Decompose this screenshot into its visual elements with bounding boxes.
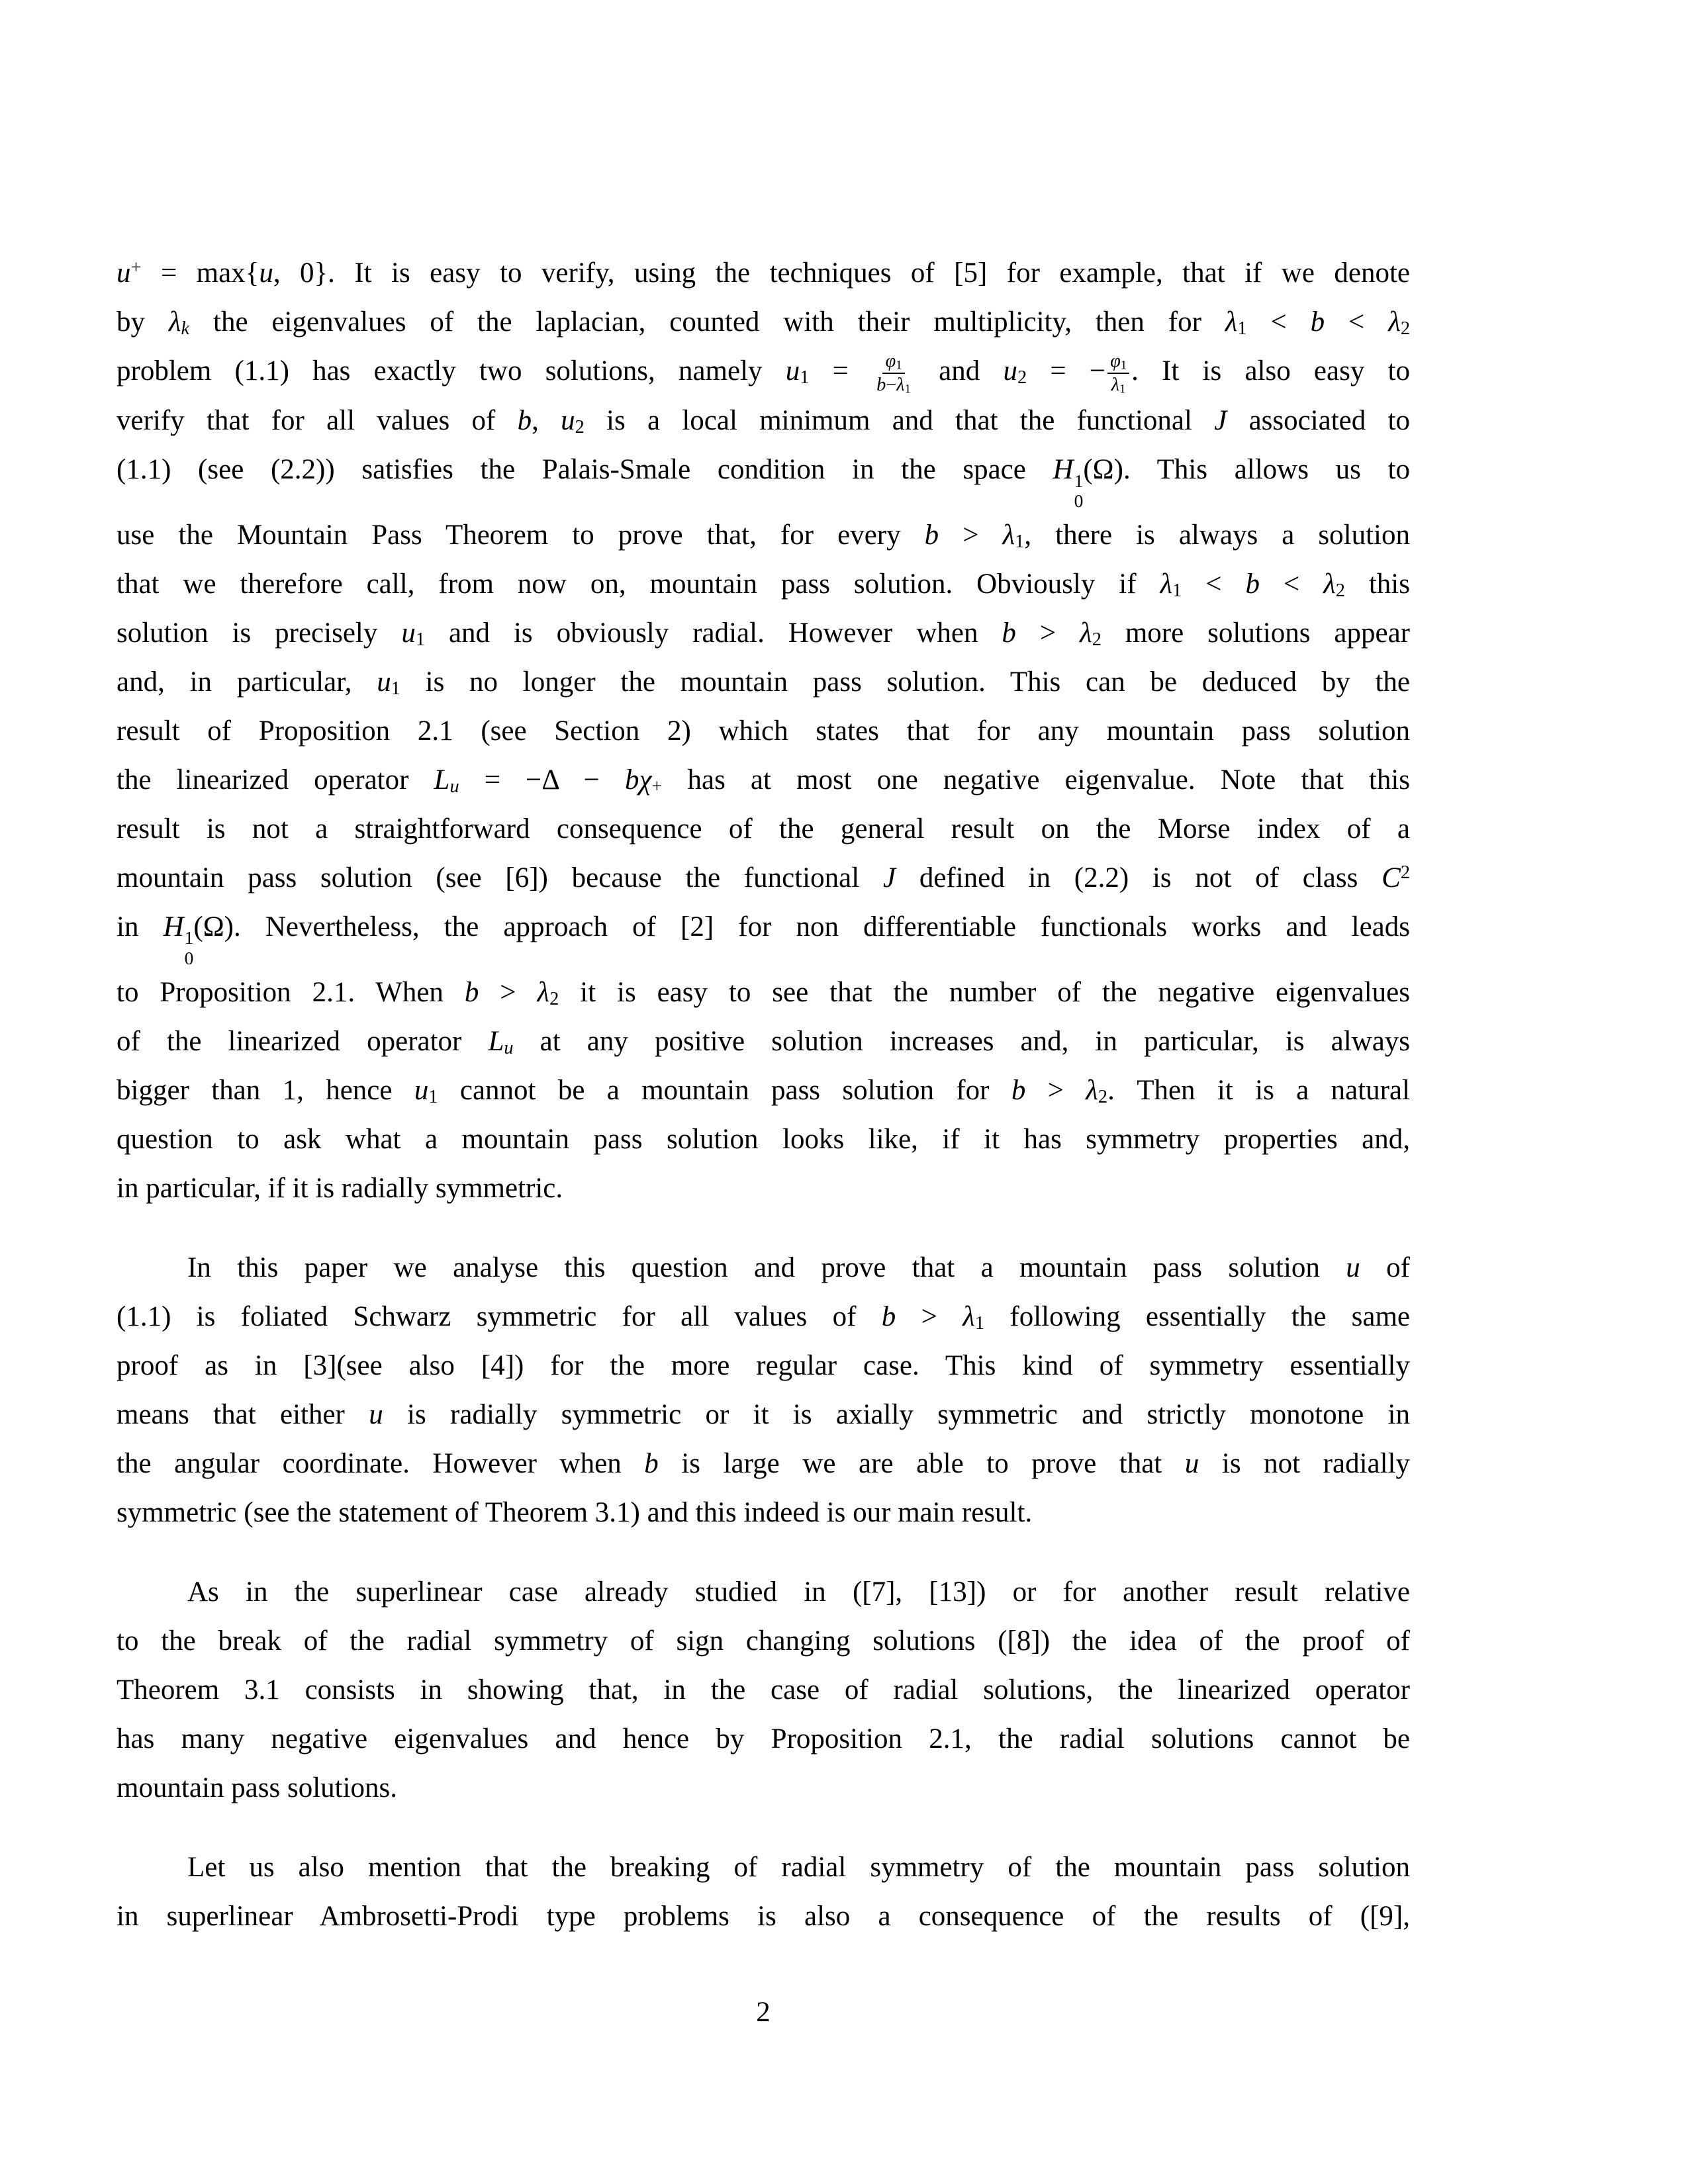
text-line: that we therefore call, from now on, mountain pass solution. Obviously if $\lambda_1 < b < \lambda_2$ this xyxy=(117,569,1410,602)
text-line: result is not a straightforward consequence of the general result on the Morse index of a xyxy=(117,813,1410,845)
text-line: mountain pass solution (see [6]) because the functional J defined in (2.2) is not of class $C^2$ xyxy=(117,862,1410,894)
text-line: in H 1 0 (Ω). Nevertheless, the approach of [2] for non differentiable functionals works and leads xyxy=(117,911,1410,968)
text-line: by $\lambda_k$ the eigenvalues of the laplacian, counted with their multiplicity, then for $\lambda_1 < b < \lambda_2$ xyxy=(117,306,1411,340)
text-line: in particular, if it is radially symmetric. xyxy=(117,1172,563,1204)
text-line: to Proposition 2.1. When $b > \lambda_2$ it is easy to see that the number of the negative eigenvalues xyxy=(117,976,1410,1010)
paragraph xyxy=(117,249,1410,1213)
text-line: In this paper we analyse this question and prove that a mountain pass solution u of xyxy=(187,1251,1410,1283)
text-line: bigger than 1, hence $u_1$ cannot be a mountain pass solution for $b > \lambda_2$. Then it is a natural xyxy=(117,1074,1411,1108)
text-column xyxy=(117,249,1410,1941)
text-line: and, in particular, $u_1$ is no longer the mountain pass solution. This can be deduced by the xyxy=(117,666,1410,700)
text-line: As in the superlinear case already studied in ([7], [13]) or for another result relative xyxy=(187,1576,1410,1608)
text-line: has many negative eigenvalues and hence by Proposition 2.1, the radial solutions cannot be xyxy=(117,1723,1410,1754)
paragraph xyxy=(117,1843,1410,1941)
text-line: the angular coordinate. However when b is large we are able to prove that u is not radially xyxy=(117,1447,1410,1479)
text-line: symmetric (see the statement of Theorem 3.1) and this indeed is our main result. xyxy=(117,1496,1033,1528)
paragraph xyxy=(117,1568,1410,1813)
text-line: question to ask what a mountain pass solution looks like, if it has symmetry properties and, xyxy=(117,1123,1410,1155)
page-number: 2 xyxy=(756,1997,771,2028)
text-line: proof as in [3](see also [4]) for the more regular case. This kind of symmetry essentially xyxy=(117,1349,1410,1381)
text-line: result of Proposition 2.1 (see Section 2) which states that for any mountain pass solution xyxy=(117,715,1410,747)
text-line: problem (1.1) has exactly two solutions, namely $u_1$ = $\frac{\varphi_1}{b-\lambda_1}$ and $u_2$ = − $\frac{\varphi_1}{\lambda_1}$ . It is also easy to xyxy=(117,351,1410,396)
text-line: of the linearized operator $L_u$ at any positive solution increases and, in particular, is always xyxy=(117,1025,1411,1059)
text-line: (1.1) is foliated Schwarz symmetric for all values of $b > \lambda_1$ following essentially the same xyxy=(117,1300,1410,1334)
paragraph xyxy=(117,1244,1410,1537)
text-line: Theorem 3.1 consists in showing that, in the case of radial solutions, the linearized operator xyxy=(117,1674,1410,1706)
text-line: Let us also mention that the breaking of radial symmetry of the mountain pass solution xyxy=(187,1851,1410,1883)
text-line: (1.1) (see (2.2)) satisfies the Palais-Smale condition in the space H 1 0 (Ω). This allows us to xyxy=(117,454,1410,511)
text-line: mountain pass solutions. xyxy=(117,1772,398,1803)
text-line: the linearized operator $L_u = -\Delta - b\chi_+$ has at most one negative eigenvalue. Note that this xyxy=(117,764,1410,797)
text-line: in superlinear Ambrosetti-Prodi type problems is also a consequence of the results of ([9], xyxy=(117,1900,1410,1932)
text-line: to the break of the radial symmetry of sign changing solutions ([8]) the idea of the proof of xyxy=(117,1625,1410,1657)
text-line: use the Mountain Pass Theorem to prove that, for every $b > \lambda_1$, there is always a solution xyxy=(117,520,1410,553)
text-line: means that either u is radially symmetric or it is axially symmetric and strictly monotone in xyxy=(117,1398,1410,1430)
text-line: u+ = max{u, 0}. It is easy to verify, using the techniques of [5] for example, that if we denote xyxy=(117,257,1410,289)
text-line: solution is precisely $u_1$ and is obviously radial. However when $b > \lambda_2$ more solutions appear xyxy=(117,617,1410,651)
text-line: verify that for all values of b, $u_2$ is a local minimum and that the functional J associated to xyxy=(117,405,1410,438)
